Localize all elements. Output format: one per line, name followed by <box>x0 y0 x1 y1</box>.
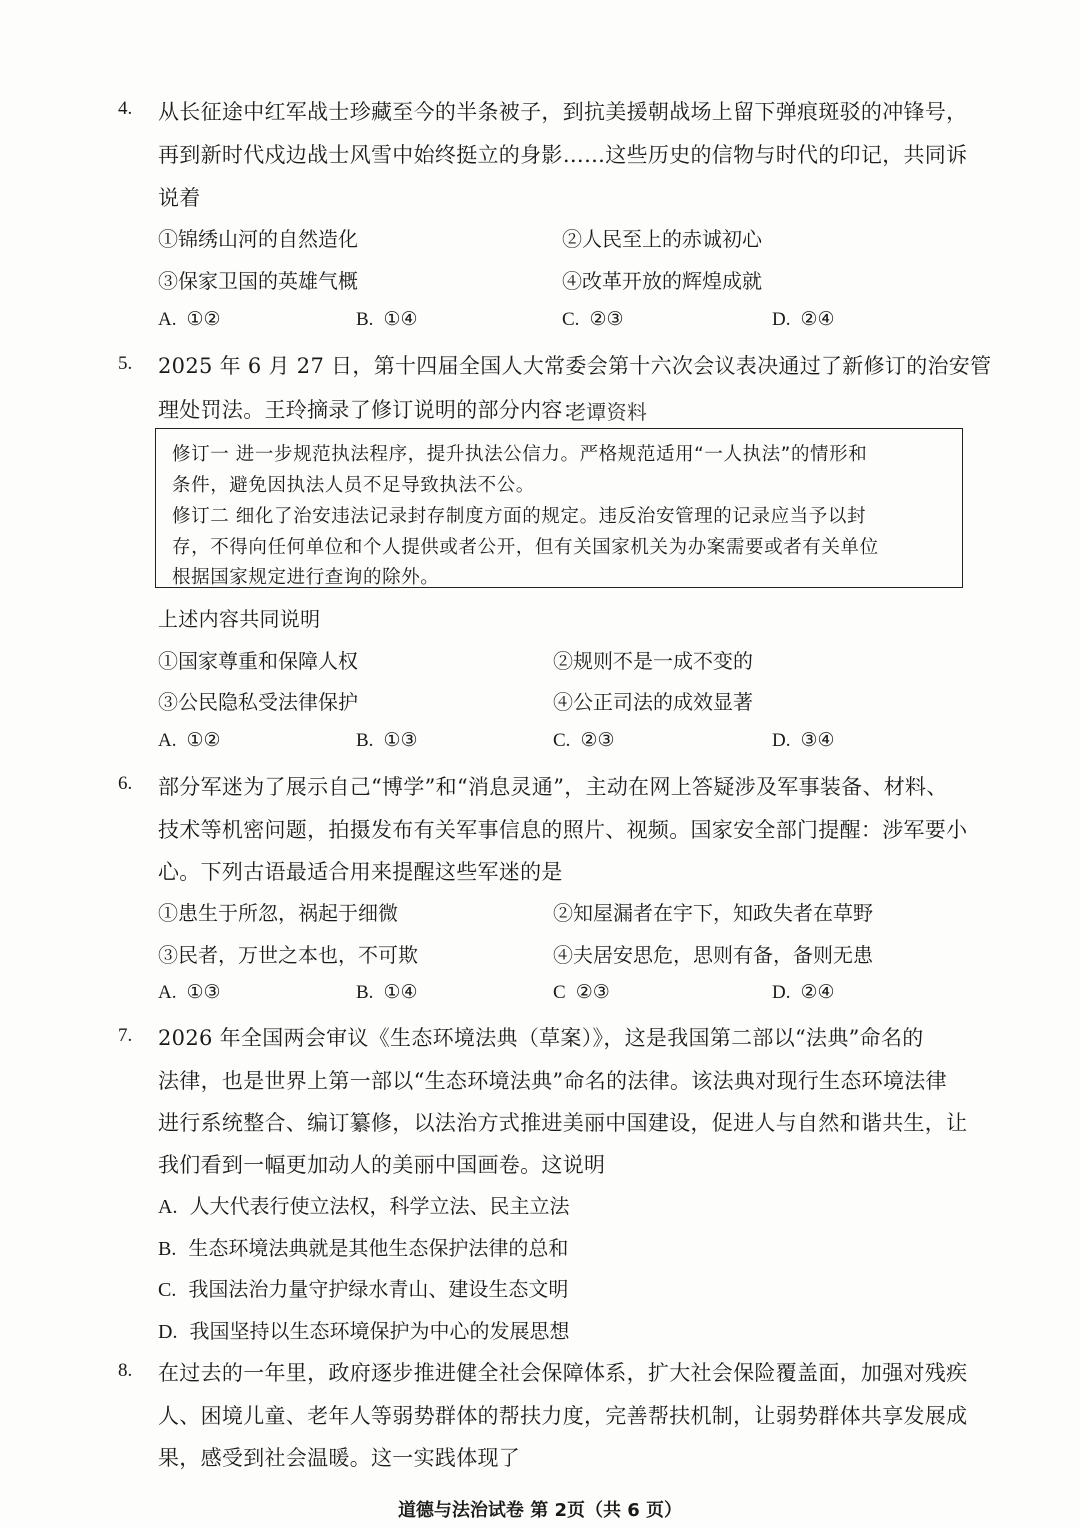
box-text-line: 修订二 细化了治安违法记录封存制度方面的规定。违反治安管理的记录应当予以封 <box>172 506 867 527</box>
question-number: 7. <box>118 1025 133 1046</box>
question-stem-line: 上述内容共同说明 <box>158 607 321 631</box>
question-number: 4. <box>118 98 133 119</box>
statement-option: ②规则不是一成不变的 <box>553 649 753 673</box>
answer-choice-d[interactable]: D. ②④ <box>772 308 835 330</box>
answer-choice-b[interactable]: B. ①④ <box>356 981 418 1003</box>
question-stem-line: 人、困境儿童、老年人等弱势群体的帮扶力度，完善帮扶机制，让弱势群体共享发展成 <box>158 1404 968 1428</box>
answer-choice-c[interactable]: C ②③ <box>553 981 610 1003</box>
statement-option: ①患生于所忽，祸起于细微 <box>158 901 398 925</box>
answer-choice-a[interactable]: A. ①③ <box>158 981 221 1003</box>
question-stem-line: 果，感受到社会温暖。这一实践体现了 <box>158 1446 521 1470</box>
statement-option: ④改革开放的辉煌成就 <box>562 269 762 293</box>
question-stem-line: 再到新时代戍边战士风雪中始终挺立的身影……这些历史的信物与时代的印记，共同诉 <box>158 143 968 167</box>
statement-option: ①国家尊重和保障人权 <box>158 649 358 673</box>
question-stem-line: 2025 年 6 月 27 日，第十四届全国人大常委会第十六次会议表决通过了新修订的治安管 <box>158 354 992 378</box>
question-number: 8. <box>118 1360 133 1381</box>
answer-choice-d[interactable]: D. ③④ <box>772 729 835 751</box>
answer-choice-d[interactable]: D. ②④ <box>772 981 835 1003</box>
question-stem-line: 技术等机密问题，拍摄发布有关军事信息的照片、视频。国家安全部门提醒：涉军要小 <box>158 818 968 842</box>
answer-choice-b[interactable]: B. 生态环境法典就是其他生态保护法律的总和 <box>158 1236 569 1260</box>
statement-option: ③保家卫国的英雄气概 <box>158 269 358 293</box>
question-stem-line: 进行系统整合、编订纂修，以法治方式推进美丽中国建设，促进人与自然和谐共生，让 <box>158 1111 968 1135</box>
question-stem-line: 说着 <box>158 186 201 210</box>
statement-option: ④公正司法的成效显著 <box>553 690 753 714</box>
box-text-line: 修订一 进一步规范执法程序，提升执法公信力。严格规范适用“一人执法”的情形和 <box>172 444 868 465</box>
question-number: 6. <box>118 773 133 794</box>
statement-option: ②人民至上的赤诚初心 <box>562 227 762 251</box>
box-text-line: 条件，避免因执法人员不足导致执法不公。 <box>172 475 535 496</box>
answer-choice-c[interactable]: C. ②③ <box>562 308 624 330</box>
answer-choice-c[interactable]: C. 我国法治力量守护绿水青山、建设生态文明 <box>158 1277 569 1301</box>
answer-choice-b[interactable]: B. ①④ <box>356 308 418 330</box>
page-footer: 道德与法治试卷 第 2页（共 6 页） <box>397 1500 683 1521</box>
statement-option: ④夫居安思危，思则有备，备则无患 <box>553 943 873 967</box>
question-stem-line: 理处罚法。王玲摘录了修订说明的部分内容： <box>158 398 584 422</box>
watermark-text: 老谭资料 <box>566 400 648 424</box>
answer-choice-a[interactable]: A. 人大代表行使立法权，科学立法、民主立法 <box>158 1194 570 1218</box>
question-stem-line: 法律，也是世界上第一部以“生态环境法典”命名的法律。该法典对现行生态环境法律 <box>158 1069 947 1093</box>
answer-choice-d[interactable]: D. 我国坚持以生态环境保护为中心的发展思想 <box>158 1319 570 1343</box>
answer-choice-c[interactable]: C. ②③ <box>553 729 615 751</box>
question-stem-line: 2026 年全国两会审议《生态环境法典（草案）》，这是我国第二部以“法典”命名的 <box>158 1026 924 1050</box>
statement-option: ③公民隐私受法律保护 <box>158 690 358 714</box>
question-number: 5. <box>118 353 133 374</box>
answer-choice-a[interactable]: A. ①② <box>158 308 221 330</box>
question-stem-line: 心。下列古语最适合用来提醒这些军迷的是 <box>158 860 563 884</box>
question-stem-line: 部分军迷为了展示自己“博学”和“消息灵通”，主动在网上答疑涉及军事装备、材料、 <box>158 775 948 799</box>
question-stem-line: 我们看到一幅更加动人的美丽中国画卷。这说明 <box>158 1153 606 1177</box>
answer-choice-a[interactable]: A. ①② <box>158 729 221 751</box>
box-text-line: 存，不得向任何单位和个人提供或者公开，但有关国家机关为办案需要或者有关单位 <box>172 537 879 558</box>
statement-option: ③民者，万世之本也，不可欺 <box>158 943 418 967</box>
box-text-line: 根据国家规定进行查询的除外。 <box>172 567 440 588</box>
question-stem-line: 从长征途中红军战士珍藏至今的半条被子，到抗美援朝战场上留下弹痕斑驳的冲锋号， <box>158 100 968 124</box>
statement-option: ①锦绣山河的自然造化 <box>158 227 358 251</box>
statement-option: ②知屋漏者在宇下，知政失者在草野 <box>553 901 873 925</box>
question-stem-line: 在过去的一年里，政府逐步推进健全社会保障体系，扩大社会保险覆盖面，加强对残疾 <box>158 1361 968 1385</box>
answer-choice-b[interactable]: B. ①③ <box>356 729 418 751</box>
